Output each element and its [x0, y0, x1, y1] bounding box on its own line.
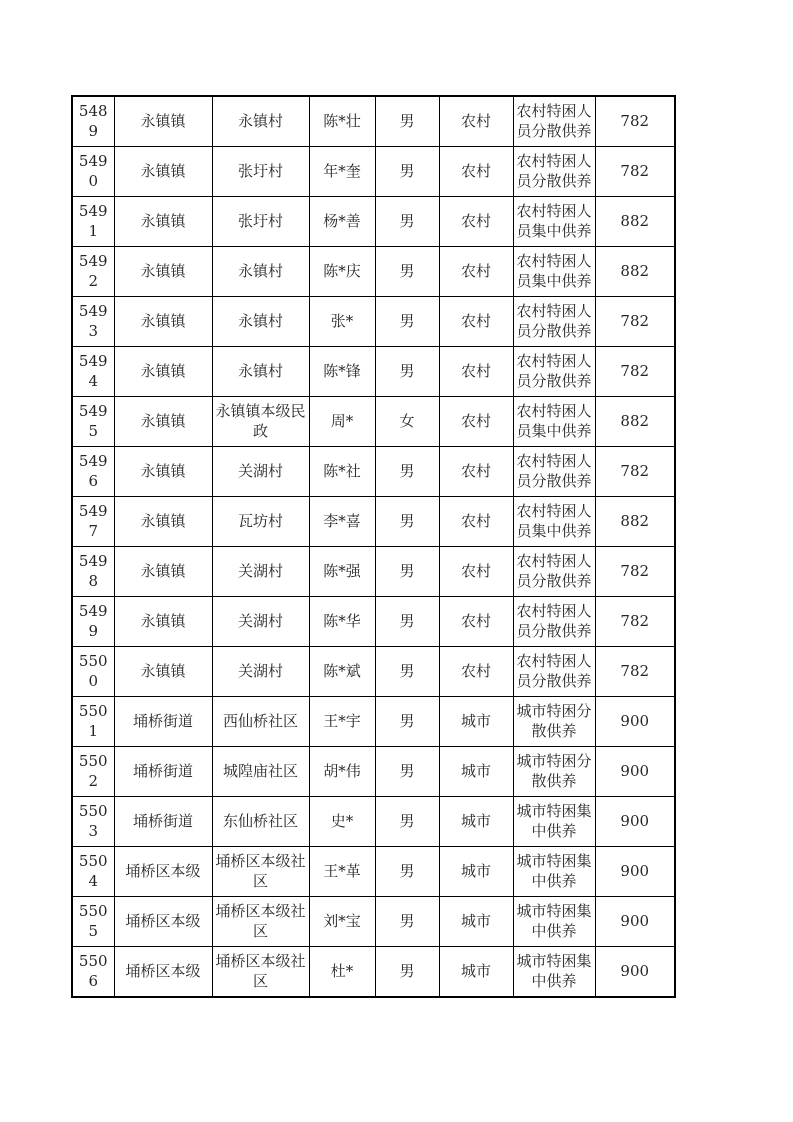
- table-row: [72, 647, 675, 697]
- cell-gender: 男: [375, 197, 439, 247]
- cell-person-name: 陈*壮: [309, 96, 375, 147]
- cell-town: 埇桥街道: [114, 697, 212, 747]
- cell-village: 关湖村: [212, 597, 309, 647]
- cell-town: 永镇镇: [114, 96, 212, 147]
- cell-amount: 882: [595, 497, 675, 547]
- cell-support-type: 城市特困集中供养: [513, 797, 595, 847]
- cell-gender: 男: [375, 847, 439, 897]
- cell-gender: 男: [375, 547, 439, 597]
- cell-gender: 男: [375, 247, 439, 297]
- cell-support-type: 城市特困分散供养: [513, 747, 595, 797]
- cell-support-type: 农村特困人员分散供养: [513, 597, 595, 647]
- table-row: [72, 297, 675, 347]
- cell-person-name: 胡*伟: [309, 747, 375, 797]
- cell-sequence-number: 5502: [72, 747, 114, 797]
- cell-urban-rural: 城市: [439, 947, 513, 998]
- cell-town: 埇桥区本级: [114, 947, 212, 998]
- cell-amount: 782: [595, 447, 675, 497]
- cell-person-name: 李*喜: [309, 497, 375, 547]
- cell-urban-rural: 农村: [439, 397, 513, 447]
- cell-amount: 782: [595, 547, 675, 597]
- table-row: [72, 247, 675, 297]
- cell-village: 城隍庙社区: [212, 747, 309, 797]
- cell-amount: 782: [595, 597, 675, 647]
- cell-town: 永镇镇: [114, 497, 212, 547]
- cell-town: 埇桥区本级: [114, 897, 212, 947]
- table-row: [72, 847, 675, 897]
- cell-person-name: 陈*强: [309, 547, 375, 597]
- cell-village: 张圩村: [212, 147, 309, 197]
- cell-gender: 男: [375, 647, 439, 697]
- cell-support-type: 农村特困人员分散供养: [513, 447, 595, 497]
- cell-village: 永镇村: [212, 247, 309, 297]
- cell-amount: 782: [595, 147, 675, 197]
- cell-gender: 男: [375, 96, 439, 147]
- cell-urban-rural: 农村: [439, 197, 513, 247]
- cell-village: 埇桥区本级社区: [212, 847, 309, 897]
- cell-sequence-number: 5491: [72, 197, 114, 247]
- cell-person-name: 陈*华: [309, 597, 375, 647]
- cell-urban-rural: 城市: [439, 747, 513, 797]
- cell-person-name: 周*: [309, 397, 375, 447]
- cell-town: 永镇镇: [114, 597, 212, 647]
- cell-urban-rural: 农村: [439, 147, 513, 197]
- table-row: [72, 897, 675, 947]
- table-row: [72, 747, 675, 797]
- cell-sequence-number: 5505: [72, 897, 114, 947]
- cell-urban-rural: 农村: [439, 297, 513, 347]
- cell-amount: 782: [595, 347, 675, 397]
- table-row: [72, 197, 675, 247]
- table-row: [72, 947, 675, 998]
- cell-person-name: 张*: [309, 297, 375, 347]
- cell-support-type: 农村特困人员分散供养: [513, 96, 595, 147]
- cell-urban-rural: 城市: [439, 697, 513, 747]
- cell-town: 永镇镇: [114, 397, 212, 447]
- cell-sequence-number: 5489: [72, 96, 114, 147]
- cell-town: 永镇镇: [114, 247, 212, 297]
- cell-amount: 900: [595, 797, 675, 847]
- cell-person-name: 陈*社: [309, 447, 375, 497]
- cell-amount: 900: [595, 897, 675, 947]
- cell-person-name: 王*革: [309, 847, 375, 897]
- cell-support-type: 城市特困集中供养: [513, 847, 595, 897]
- cell-amount: 882: [595, 197, 675, 247]
- cell-support-type: 农村特困人员分散供养: [513, 647, 595, 697]
- cell-amount: 900: [595, 747, 675, 797]
- cell-village: 永镇镇本级民政: [212, 397, 309, 447]
- table-body: [72, 96, 675, 997]
- welfare-recipients-table: [71, 95, 676, 998]
- cell-village: 埇桥区本级社区: [212, 947, 309, 998]
- cell-gender: 女: [375, 397, 439, 447]
- cell-urban-rural: 农村: [439, 547, 513, 597]
- cell-gender: 男: [375, 347, 439, 397]
- cell-person-name: 王*宇: [309, 697, 375, 747]
- cell-support-type: 农村特困人员集中供养: [513, 197, 595, 247]
- cell-urban-rural: 农村: [439, 447, 513, 497]
- cell-gender: 男: [375, 897, 439, 947]
- cell-person-name: 陈*锋: [309, 347, 375, 397]
- table-row: [72, 347, 675, 397]
- cell-village: 永镇村: [212, 96, 309, 147]
- cell-sequence-number: 5492: [72, 247, 114, 297]
- cell-village: 关湖村: [212, 447, 309, 497]
- cell-amount: 782: [595, 96, 675, 147]
- cell-village: 埇桥区本级社区: [212, 897, 309, 947]
- cell-town: 永镇镇: [114, 447, 212, 497]
- cell-sequence-number: 5490: [72, 147, 114, 197]
- cell-person-name: 刘*宝: [309, 897, 375, 947]
- cell-sequence-number: 5499: [72, 597, 114, 647]
- cell-support-type: 农村特困人员集中供养: [513, 247, 595, 297]
- cell-urban-rural: 农村: [439, 247, 513, 297]
- cell-town: 永镇镇: [114, 197, 212, 247]
- cell-sequence-number: 5498: [72, 547, 114, 597]
- cell-support-type: 城市特困分散供养: [513, 697, 595, 747]
- cell-urban-rural: 农村: [439, 597, 513, 647]
- cell-support-type: 城市特困集中供养: [513, 947, 595, 998]
- cell-support-type: 农村特困人员分散供养: [513, 147, 595, 197]
- cell-amount: 882: [595, 247, 675, 297]
- cell-gender: 男: [375, 947, 439, 998]
- cell-village: 关湖村: [212, 547, 309, 597]
- cell-gender: 男: [375, 747, 439, 797]
- cell-sequence-number: 5503: [72, 797, 114, 847]
- cell-village: 东仙桥社区: [212, 797, 309, 847]
- cell-urban-rural: 农村: [439, 647, 513, 697]
- table-row: [72, 397, 675, 447]
- cell-amount: 782: [595, 297, 675, 347]
- table-row: [72, 147, 675, 197]
- cell-sequence-number: 5493: [72, 297, 114, 347]
- cell-village: 瓦坊村: [212, 497, 309, 547]
- cell-sequence-number: 5497: [72, 497, 114, 547]
- cell-urban-rural: 农村: [439, 96, 513, 147]
- cell-support-type: 城市特困集中供养: [513, 897, 595, 947]
- cell-sequence-number: 5506: [72, 947, 114, 998]
- cell-village: 张圩村: [212, 197, 309, 247]
- cell-sequence-number: 5495: [72, 397, 114, 447]
- cell-person-name: 年*奎: [309, 147, 375, 197]
- table-row: [72, 96, 675, 147]
- cell-village: 关湖村: [212, 647, 309, 697]
- cell-support-type: 农村特困人员分散供养: [513, 297, 595, 347]
- cell-amount: 782: [595, 647, 675, 697]
- cell-gender: 男: [375, 597, 439, 647]
- cell-support-type: 农村特困人员分散供养: [513, 547, 595, 597]
- cell-sequence-number: 5501: [72, 697, 114, 747]
- table-row: [72, 547, 675, 597]
- cell-person-name: 史*: [309, 797, 375, 847]
- table-row: [72, 497, 675, 547]
- cell-village: 永镇村: [212, 347, 309, 397]
- cell-person-name: 陈*庆: [309, 247, 375, 297]
- cell-gender: 男: [375, 497, 439, 547]
- cell-amount: 882: [595, 397, 675, 447]
- cell-town: 埇桥街道: [114, 747, 212, 797]
- cell-amount: 900: [595, 847, 675, 897]
- cell-sequence-number: 5494: [72, 347, 114, 397]
- cell-amount: 900: [595, 947, 675, 998]
- cell-person-name: 陈*斌: [309, 647, 375, 697]
- cell-gender: 男: [375, 797, 439, 847]
- cell-sequence-number: 5504: [72, 847, 114, 897]
- cell-town: 永镇镇: [114, 547, 212, 597]
- table-row: [72, 697, 675, 747]
- cell-person-name: 杜*: [309, 947, 375, 998]
- cell-gender: 男: [375, 147, 439, 197]
- cell-urban-rural: 城市: [439, 897, 513, 947]
- cell-urban-rural: 农村: [439, 497, 513, 547]
- cell-town: 埇桥区本级: [114, 847, 212, 897]
- cell-person-name: 杨*善: [309, 197, 375, 247]
- cell-town: 永镇镇: [114, 347, 212, 397]
- cell-gender: 男: [375, 297, 439, 347]
- cell-town: 永镇镇: [114, 647, 212, 697]
- table-row: [72, 597, 675, 647]
- cell-urban-rural: 城市: [439, 847, 513, 897]
- cell-town: 永镇镇: [114, 147, 212, 197]
- cell-town: 永镇镇: [114, 297, 212, 347]
- cell-gender: 男: [375, 697, 439, 747]
- cell-support-type: 农村特困人员集中供养: [513, 497, 595, 547]
- cell-town: 埇桥街道: [114, 797, 212, 847]
- cell-urban-rural: 农村: [439, 347, 513, 397]
- table-row: [72, 447, 675, 497]
- cell-gender: 男: [375, 447, 439, 497]
- cell-support-type: 农村特困人员集中供养: [513, 397, 595, 447]
- table-row: [72, 797, 675, 847]
- cell-sequence-number: 5496: [72, 447, 114, 497]
- cell-amount: 900: [595, 697, 675, 747]
- cell-urban-rural: 城市: [439, 797, 513, 847]
- cell-sequence-number: 5500: [72, 647, 114, 697]
- cell-village: 永镇村: [212, 297, 309, 347]
- cell-support-type: 农村特困人员分散供养: [513, 347, 595, 397]
- cell-village: 西仙桥社区: [212, 697, 309, 747]
